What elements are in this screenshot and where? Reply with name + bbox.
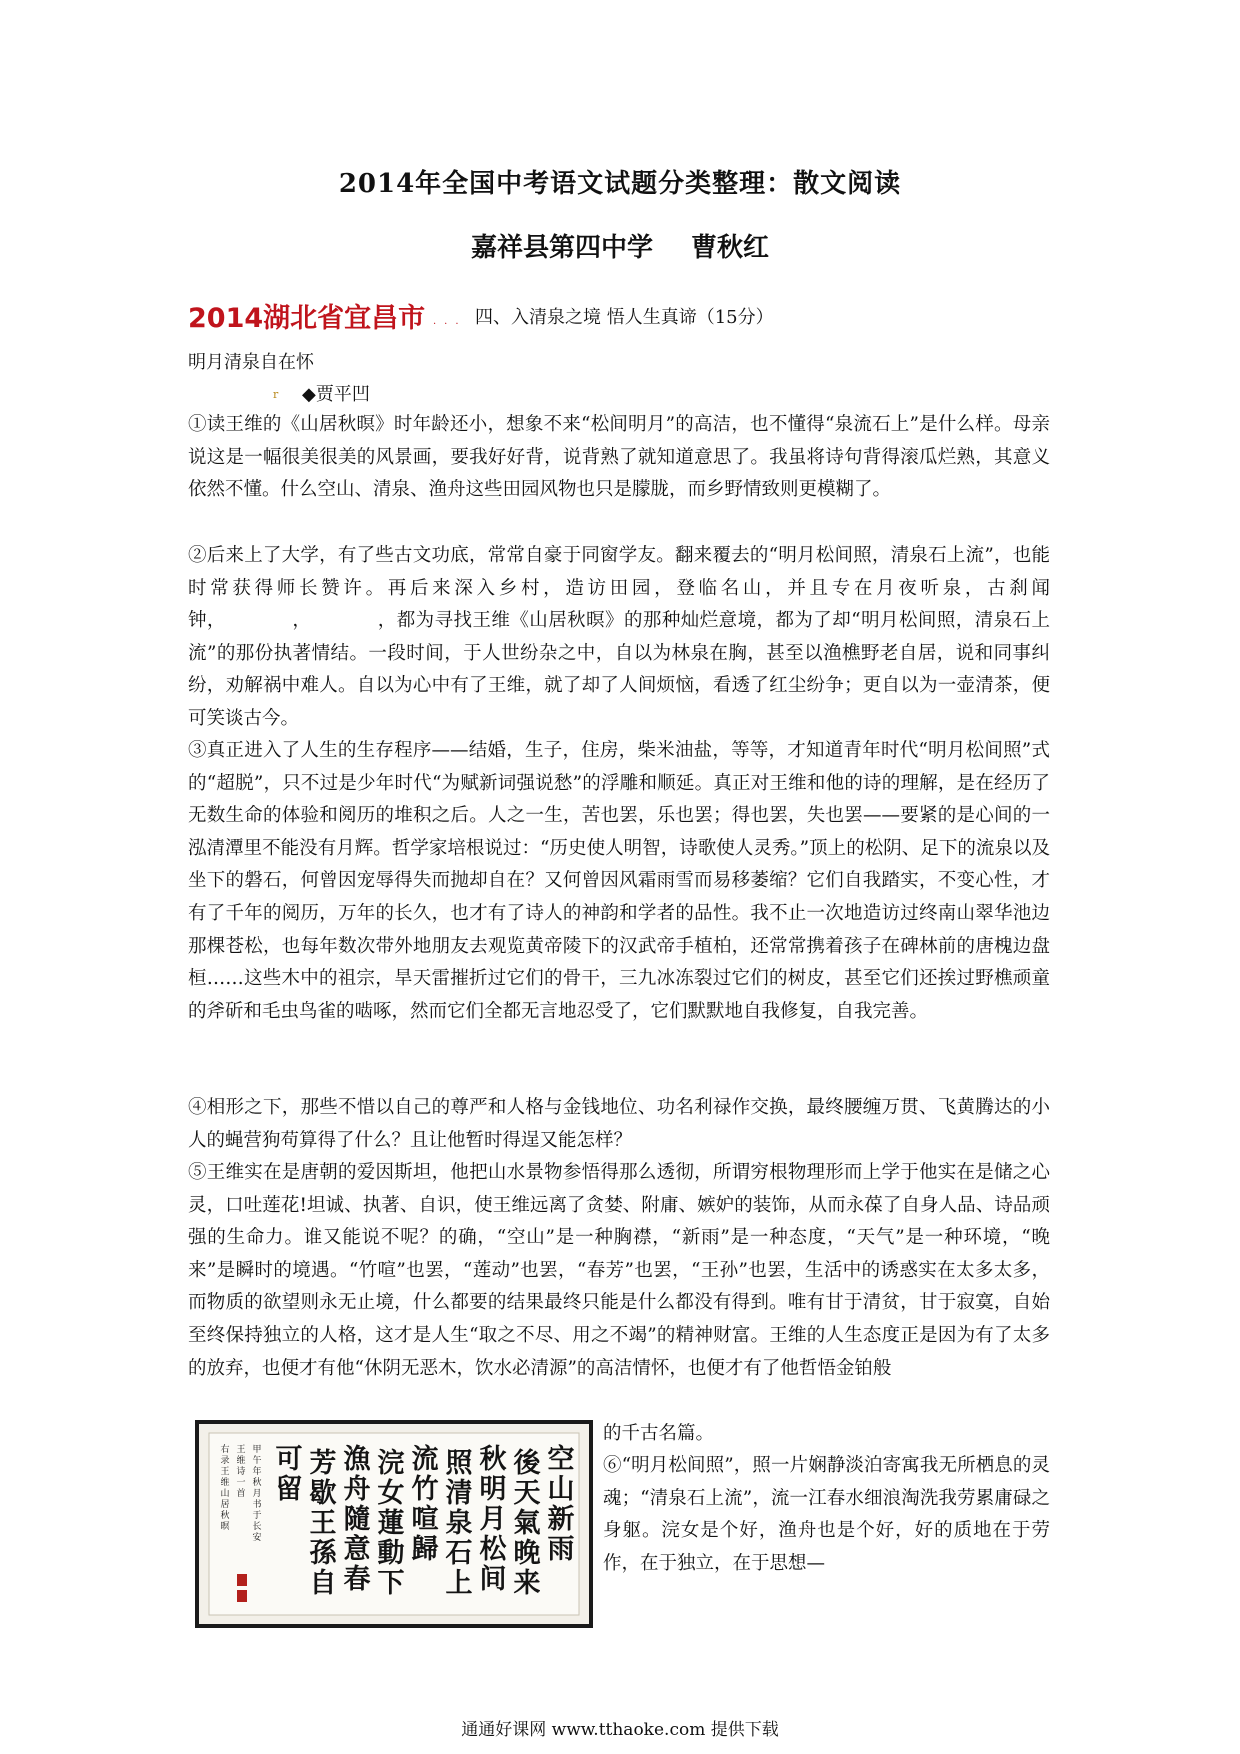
paragraph-2: ②后来上了大学，有了些古文功底，常常自豪于同窗学友。翻来覆去的“明月松间照，清泉石上流”，也能时常获得师长赞许。再后来深入乡村，造访田园，登临名山，并且专在月夜听泉，古刹闻钟， ， ，都为寻找王维《山居秋暝》的那种灿烂意境，都为了却“明月松间照，清泉石上流”的那份执著情结。一段时间，于人世纷杂之中，自以为林泉在胸，甚至以渔樵野老自居，说和同事纠纷，劝解祸中难人。自以为心中有了王维，就了却了人间烦恼，看透了红尘纷争；更自以为一壶清茶，便可笑谈古今。	[188, 545, 1050, 729]
calligraphy-column: 可留	[275, 1444, 303, 1505]
author-line	[0, 227, 1240, 264]
teacher-name: 曹秋红	[691, 233, 770, 263]
school-name: 嘉祥县第四中学	[470, 233, 653, 263]
calligraphy-column: 浣女蓮動下	[377, 1448, 405, 1599]
region-heading: 2014湖北省宜昌市	[188, 303, 426, 334]
seal-stamp	[237, 1590, 247, 1602]
decorative-dots: ...	[433, 316, 467, 327]
calligraphy-column: 照清泉石上	[445, 1448, 473, 1599]
paragraph-6: ⑥“明月松间照”，照一片娴静淡泊寄寓我无所栖息的灵魂；“清泉石上流”，流一江春水细浪淘洗我劳累庸碌之身躯。浣女是个好，渔舟也是个好，好的质地在于劳作，在于独立，在于思想—	[603, 1455, 1050, 1574]
calligraphy-column: 流竹喧歸	[411, 1444, 439, 1565]
document-title: 2014年全国中考语文试题分类整理：散文阅读	[338, 169, 902, 199]
seal-stamp	[237, 1574, 247, 1586]
calligraphy-inscription: 右录王维山居秋暝	[220, 1445, 230, 1532]
calligraphy-column: 空山新雨	[547, 1444, 575, 1565]
calligraphy-image	[195, 1420, 593, 1628]
paragraph-5: ⑤王维实在是唐朝的爱因斯坦，他把山水景物参悟得那么透彻，所谓穷根物理形而上学于他实在是储之心灵，口吐莲花!坦诚、执著、自识，使王维远离了贪婪、附庸、嫉妒的装饰，从而永葆了自身人品、诗品顽强的生命力。谁又能说不呢？的确，“空山”是一种胸襟，“新雨”是一种态度，“天气”是一种环境，“晚来”是瞬时的境遇。“竹喧”也罢，“莲动”也罢，“春芳”也罢，“王孙”也罢，生活中的诱惑实在太多太多，而物质的欲望则永无止境，什么都要的结果最终只能是什么都没有得到。唯有甘于清贫，甘于寂寞，自始至终保持独立的人格，这才是人生“取之不尽、用之不竭”的精神财富。王维的人生态度正是因为有了太多的放弃，也便才有他“休阴无恶木，饮水必清源”的高洁情怀，也便才有了他哲悟金铂般	[188, 1162, 1050, 1379]
page-footer: 通通好课网 www.tthaoke.com 提供下载	[461, 1720, 779, 1740]
calligraphy-column: 芳歇王孫自	[309, 1448, 337, 1599]
calligraphy-artwork	[199, 1424, 589, 1624]
essay-title: 明月清泉自在怀	[188, 352, 314, 373]
calligraphy-inscription: 甲午年秋月书于长安	[252, 1445, 262, 1543]
tick-mark: r	[273, 388, 279, 401]
calligraphy-column: 漁舟隨意春	[343, 1444, 371, 1595]
calligraphy-column: 後天氣晚来	[513, 1448, 541, 1599]
paragraph-4: ④相形之下，那些不惜以自己的尊严和人格与金钱地位、功名利禄作交换，最终腰缠万贯、飞黄腾达的小人的蝇营狗苟算得了什么？且让他暂时得逞又能怎样？	[188, 1097, 1050, 1151]
paragraph-5-tail: 的千古名篇。	[603, 1423, 715, 1444]
paragraph-1: ①读王维的《山居秋暝》时年龄还小，想象不来“松间明月”的高洁，也不懂得“泉流石上”是什么样。母亲说这是一幅很美很美的风景画，要我好好背，说背熟了就知道意思了。我虽将诗句背得滚瓜烂熟，其意义依然不懂。什么空山、清泉、渔舟这些田园风物也只是朦胧，而乡野情致则更模糊了。	[188, 414, 1050, 501]
essay-byline: ◆贾平凹	[302, 384, 370, 405]
calligraphy-inscription: 王维诗一首	[236, 1445, 246, 1499]
calligraphy-column: 秋明月松间	[479, 1444, 507, 1595]
paragraph-3: ③真正进入了人生的生存程序——结婚，生子，住房，柴米油盐，等等，才知道青年时代“明月松间照”式的“超脱”，只不过是少年时代“为赋新词强说愁”的浮雕和顺延。真正对王维和他的诗的理解，是在经历了无数生命的体验和阅历的堆积之后。人之一生，苦也罢，乐也罢；得也罢，失也罢——要紧的是心间的一泓清潭里不能没有月辉。哲学家培根说过：“历史使人明智，诗歌使人灵秀。”顶上的松阴、足下的流泉以及坐下的磐石，何曾因宠辱得失而抛却自在？又何曾因风霜雨雪而易移萎缩？它们自我踏实，不变心性，才有了千年的阅历，万年的长久，也才有了诗人的神韵和学者的品性。我不止一次地造访过终南山翠华池边那棵苍松，也每年数次带外地朋友去观览黄帝陵下的汉武帝手植柏，还常常携着孩子在碑林前的唐槐边盘桓……这些木中的祖宗，旱天雷摧折过它们的骨干，三九冰冻裂过它们的树皮，甚至它们还挨过野樵顽童的斧斫和毛虫鸟雀的啮啄，然而它们全都无言地忍受了，它们默默地自我修复，自我完善。	[188, 740, 1050, 1022]
section-heading: 四、入清泉之境 悟人生真谛（15分）	[475, 307, 774, 328]
